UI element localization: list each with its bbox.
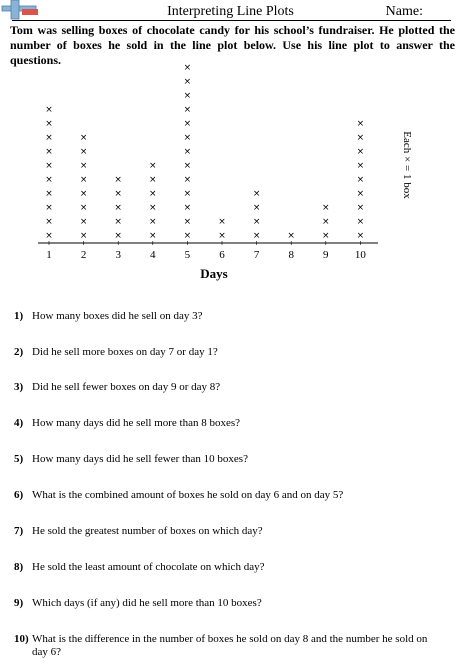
x-mark-day-5: × — [183, 91, 192, 101]
x-mark-day-10: × — [356, 161, 365, 171]
tick-label-4: 4 — [150, 249, 156, 261]
x-mark-day-2: × — [79, 189, 88, 199]
x-mark-day-8: × — [287, 231, 295, 241]
x-mark-day-2: × — [79, 175, 88, 185]
x-mark-day-5: × — [183, 77, 192, 87]
x-mark-day-1: × — [45, 147, 53, 157]
question-number: 8) — [14, 561, 24, 573]
x-mark-day-5: × — [183, 133, 192, 143]
tick-labels — [46, 249, 366, 261]
tick-label-5: 5 — [184, 249, 191, 261]
instructions-text: Tom was selling boxes of chocolate candy for his school’s fundraiser. He plotted the number of boxes he sold in the line plot below. Use his line plot to answer the questions. — [10, 23, 455, 67]
x-mark-day-9: × — [322, 231, 330, 241]
question-text: He sold the least amount of chocolate on which day? — [32, 561, 265, 573]
x-mark-day-7: × — [252, 189, 261, 199]
question-item — [14, 310, 444, 323]
x-mark-day-5: × — [183, 203, 192, 213]
x-mark-day-3: × — [114, 203, 122, 213]
x-mark-day-1: × — [45, 203, 53, 213]
x-mark-day-2: × — [79, 217, 88, 227]
x-mark-day-9: × — [322, 203, 330, 213]
question-number: 2) — [14, 346, 24, 358]
page-title: Interpreting Line Plots — [167, 4, 294, 19]
x-mark-day-9: × — [322, 217, 330, 227]
x-mark-day-5: × — [183, 161, 192, 171]
x-mark-day-5: × — [183, 147, 192, 157]
question-number: 7) — [14, 525, 24, 537]
x-mark-day-5: × — [183, 105, 192, 115]
question-text: What is the combined amount of boxes he sold on day 6 and on day 5? — [32, 489, 344, 501]
x-mark-day-7: × — [252, 231, 261, 241]
x-mark-day-10: × — [356, 189, 365, 199]
x-mark-day-1: × — [45, 231, 53, 241]
question-text: Did he sell more boxes on day 7 or day 1? — [32, 346, 218, 358]
name-label: Name: — [385, 4, 423, 19]
question-text: What is the difference in the number of boxes he sold on day 8 and the number he sold on day 6? — [32, 633, 428, 658]
data-marks — [45, 63, 364, 241]
question-item — [14, 489, 444, 502]
x-mark-day-3: × — [114, 231, 122, 241]
x-mark-day-4: × — [149, 161, 157, 171]
question-number: 9) — [14, 597, 24, 609]
question-item — [14, 561, 444, 574]
x-mark-day-2: × — [79, 133, 88, 143]
x-mark-day-5: × — [183, 231, 192, 241]
question-number: 10) — [14, 633, 29, 645]
x-mark-day-4: × — [149, 217, 157, 227]
x-mark-day-10: × — [356, 175, 365, 185]
x-mark-day-10: × — [356, 231, 365, 241]
question-text: How many boxes did he sell on day 3? — [32, 310, 203, 322]
tick-label-1: 1 — [46, 249, 52, 261]
question-item — [14, 597, 444, 610]
x-mark-day-1: × — [45, 161, 53, 171]
question-item — [14, 417, 444, 430]
x-mark-day-7: × — [252, 203, 261, 213]
x-mark-day-2: × — [79, 203, 88, 213]
tick-label-7: 7 — [253, 249, 260, 261]
question-number: 4) — [14, 417, 24, 429]
x-mark-day-1: × — [45, 119, 53, 129]
x-mark-day-2: × — [79, 147, 88, 157]
x-mark-day-1: × — [45, 189, 53, 199]
x-mark-day-1: × — [45, 175, 53, 185]
question-text: Which days (if any) did he sell more than 10 boxes? — [32, 597, 262, 609]
x-mark-day-2: × — [79, 231, 88, 241]
x-mark-day-6: × — [218, 217, 226, 227]
x-mark-day-5: × — [183, 175, 192, 185]
question-text: How many days did he sell fewer than 10 boxes? — [32, 453, 248, 465]
x-mark-day-4: × — [149, 203, 157, 213]
question-number: 1) — [14, 310, 24, 322]
question-number: 3) — [14, 381, 24, 393]
x-mark-day-10: × — [356, 119, 365, 129]
tick-label-3: 3 — [115, 249, 121, 261]
tick-label-10: 10 — [354, 249, 366, 261]
x-mark-day-3: × — [114, 175, 122, 185]
x-mark-day-4: × — [149, 231, 157, 241]
x-mark-day-5: × — [183, 119, 192, 129]
x-mark-day-5: × — [183, 217, 192, 227]
question-number: 6) — [14, 489, 24, 501]
tick-label-8: 8 — [288, 249, 294, 261]
question-item — [14, 633, 444, 659]
x-mark-day-7: × — [252, 217, 261, 227]
x-mark-day-1: × — [45, 133, 53, 143]
x-mark-day-3: × — [114, 189, 122, 199]
x-mark-day-4: × — [149, 189, 157, 199]
x-mark-day-1: × — [45, 217, 53, 227]
question-number: 5) — [14, 453, 24, 465]
x-mark-day-1: × — [45, 105, 53, 115]
question-text: How many days did he sell more than 8 boxes? — [32, 417, 241, 429]
tick-label-6: 6 — [219, 249, 225, 261]
question-item — [14, 346, 444, 359]
question-item — [14, 381, 444, 394]
x-axis-title: Days — [200, 266, 228, 281]
x-mark-day-10: × — [356, 203, 365, 213]
x-mark-day-10: × — [356, 133, 365, 143]
x-mark-day-4: × — [149, 175, 157, 185]
plot-key: Each × = 1 box — [401, 131, 413, 199]
x-mark-day-5: × — [183, 63, 192, 73]
x-mark-day-5: × — [183, 189, 192, 199]
x-mark-day-10: × — [356, 147, 365, 157]
tick-label-2: 2 — [80, 249, 87, 261]
question-text: He sold the greatest number of boxes on which day? — [32, 525, 263, 537]
question-item — [14, 453, 444, 466]
question-item — [14, 525, 444, 538]
x-mark-day-2: × — [79, 161, 88, 171]
tick-label-9: 9 — [323, 249, 329, 261]
x-mark-day-10: × — [356, 217, 365, 227]
question-text: Did he sell fewer boxes on day 9 or day 8? — [32, 381, 221, 393]
line-plot — [0, 0, 461, 290]
x-mark-day-6: × — [218, 231, 226, 241]
x-mark-day-3: × — [114, 217, 122, 227]
